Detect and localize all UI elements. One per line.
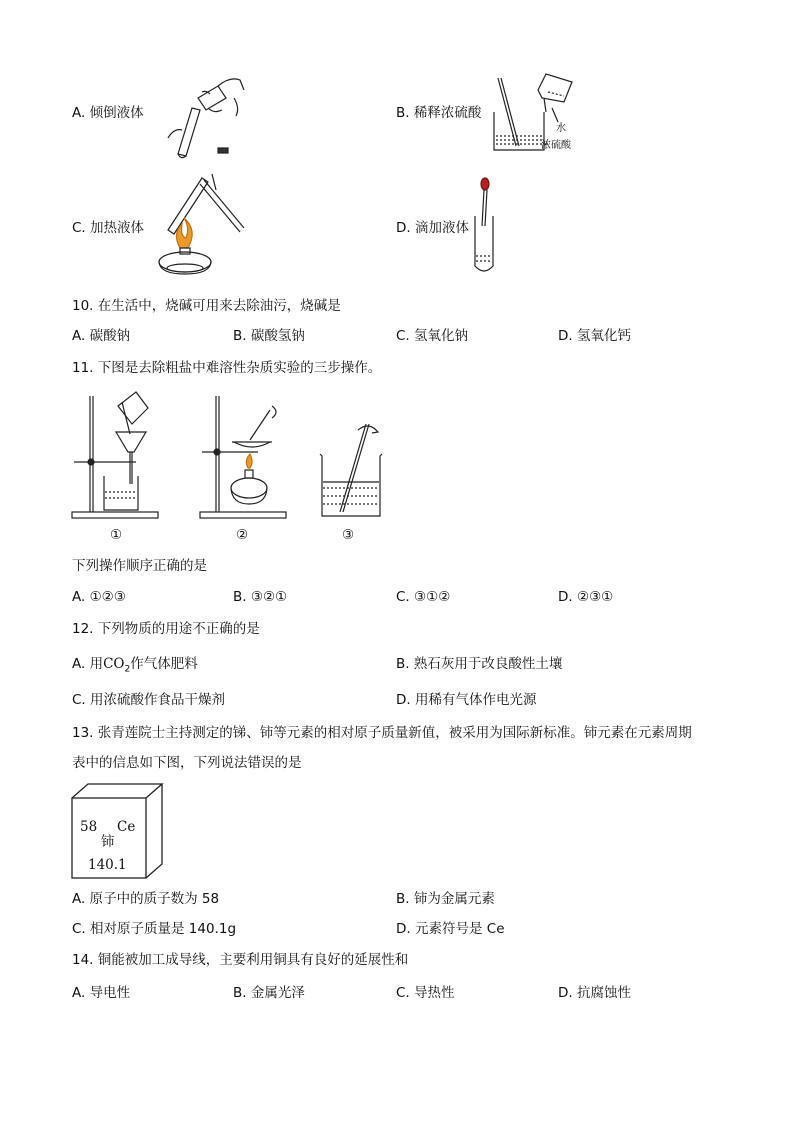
q9-option-b: B. 稀释浓硫酸 [396, 105, 482, 121]
q10-option-d: D. 氢氧化钙 [558, 328, 631, 344]
fig-label-1: ① [110, 527, 123, 543]
element-mass: 140.1 [88, 857, 127, 873]
drop-liquid-figure [470, 176, 500, 276]
q9-option-d: D. 滴加液体 [396, 220, 469, 236]
q13-stem-line2: 表中的信息如下图，下列说法错误的是 [72, 755, 302, 771]
q13-option-c: C. 相对原子质量是 140.1g [72, 921, 237, 937]
q12-a-prefix: A. 用 [72, 656, 104, 672]
q9-option-c: C. 加热液体 [72, 220, 145, 236]
fig-label-3: ③ [342, 527, 355, 543]
q13-stem-line1: 13. 张青莲院士主持测定的锑、铈等元素的相对原子质量新值，被采用为国际新标准。铈元素在元素周期 [72, 725, 692, 741]
q10-option-a: A. 碳酸钠 [72, 328, 131, 344]
q11-option-b: B. ③②① [233, 589, 288, 605]
q13-option-a: A. 原子中的质子数为 58 [72, 891, 220, 907]
q12-option-c: C. 用浓硫酸作食品干燥剂 [72, 692, 226, 708]
q10-stem: 10. 在生活中，烧碱可用来去除油污，烧碱是 [72, 298, 341, 314]
q13-option-d: D. 元素符号是 Ce [396, 921, 505, 937]
q11-option-a: A. ①②③ [72, 589, 126, 605]
pouring-liquid-figure [148, 68, 248, 160]
element-symbol: Ce [117, 819, 136, 835]
q14-option-d: D. 抗腐蚀性 [558, 985, 631, 1001]
q14-option-c: C. 导热性 [396, 985, 455, 1001]
q12-a-suffix: 作气体肥料 [130, 656, 198, 672]
q11-option-c: C. ③①② [396, 589, 451, 605]
q10-option-b: B. 碳酸氢钠 [233, 328, 305, 344]
co2-formula [103, 656, 131, 675]
q11-option-d: D. ②③① [558, 589, 614, 605]
element-atomic-number: 58 [80, 819, 98, 835]
q14-option-b: B. 金属光泽 [233, 985, 305, 1001]
q12-option-b: B. 熟石灰用于改良酸性土壤 [396, 656, 563, 672]
q11-question: 下列操作顺序正确的是 [72, 558, 207, 574]
evaporation-figure [198, 392, 290, 522]
dissolution-figure [318, 420, 384, 522]
co-text: CO [103, 656, 125, 672]
q14-stem: 14. 铜能被加工成导线，主要利用铜具有良好的延展性和 [72, 952, 409, 968]
water-label: 水 [556, 123, 566, 134]
q12-option-d: D. 用稀有气体作电光源 [396, 692, 537, 708]
heat-liquid-figure [140, 170, 252, 278]
q14-option-a: A. 导电性 [72, 985, 131, 1001]
dilute-sulfuric-acid-figure [488, 72, 588, 154]
co2-subscript: 2 [124, 664, 131, 675]
q12-option-a [72, 655, 198, 679]
filtration-figure [70, 388, 162, 522]
element-name: 铈 [101, 834, 115, 850]
q9-option-a: A. 倾倒液体 [72, 105, 144, 121]
q11-stem: 11. 下图是去除粗盐中难溶性杂质实验的三步操作。 [72, 360, 382, 376]
fig-label-2: ② [236, 527, 249, 543]
sulfuric-acid-label: 浓硫酸 [541, 140, 571, 151]
q12-stem: 12. 下列物质的用途不正确的是 [72, 621, 260, 637]
q13-option-b: B. 铈为金属元素 [396, 891, 495, 907]
q10-option-c: C. 氢氧化钠 [396, 328, 469, 344]
